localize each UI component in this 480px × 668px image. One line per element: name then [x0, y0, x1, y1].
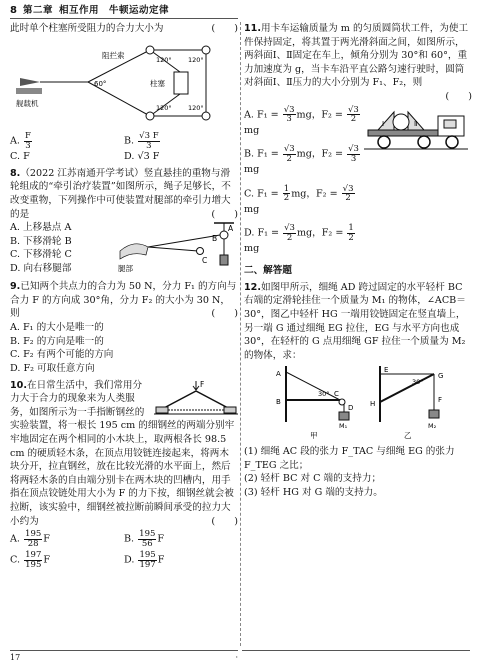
- q7-label-plane: 舰载机: [16, 98, 39, 108]
- page-number: 8: [10, 4, 17, 16]
- q10-option-c[interactable]: C. $\frac{197}{195}$ F: [10, 550, 51, 570]
- q9-option-a[interactable]: A. F₁ 的大小是唯一的: [10, 322, 104, 334]
- q12-label-m1: M₁: [339, 422, 348, 431]
- q12-label-f: F: [438, 396, 443, 405]
- right-column: [244, 22, 472, 499]
- q8-option-b[interactable]: B. 下移滑轮 B: [10, 235, 72, 247]
- q10-option-a[interactable]: A. $\frac{195}{28}$ F: [10, 529, 50, 549]
- q12-label-m2: M₂: [428, 422, 437, 431]
- q11-figure: [364, 104, 468, 164]
- q11-option-a[interactable]: A. F₁ = $\frac{√3}{3}$ mg，F₂ = $\frac{√3}{2}$ mg: [244, 104, 359, 136]
- q11-option-b[interactable]: B. F₁ = $\frac{√3}{2}$ mg，F₂ = $\frac{√3}{3}$ mg: [244, 144, 359, 176]
- q12-angle-1: 30°: [318, 390, 330, 399]
- footer-page-marker: 17: [10, 652, 21, 662]
- chapter-title: 相互作用 牛顿运动定律: [58, 5, 169, 17]
- q10-options: [10, 530, 238, 569]
- q12-angle-2: 30°: [412, 378, 424, 387]
- q12-label-c: C: [334, 390, 339, 399]
- q11-option-c[interactable]: C. F₁ = $\frac{1}{2}$ mg，F₂ = $\frac{√3}{2}$ mg: [244, 183, 354, 215]
- q7-option-b[interactable]: B. $\frac{√3 F}{3}$: [124, 131, 159, 151]
- q8-option-a[interactable]: A. 上移悬点 A: [10, 222, 72, 234]
- q12-label-g: G: [438, 372, 444, 381]
- q11-text: 用卡车运输质量为 m 的匀质圆筒状工件，为使工件保持固定，将其置于两光滑斜面之间，如图所示，两斜面Ⅰ、Ⅱ固定在车上，倾角分别为 30°和 60°，重力加速度为 g，当卡车沿平直公路匀速行驶时，圆筒对斜面Ⅰ、Ⅱ压力的大小分别为 F₁、F₂，则: [244, 23, 469, 89]
- left-column: [10, 22, 238, 569]
- question-11: [244, 22, 472, 258]
- q8-option-d[interactable]: D. 向右移腿部: [10, 263, 72, 275]
- q10-number: 10.: [10, 379, 27, 391]
- q8-text: （2022 江苏南通开学考试）竖直悬挂的重物与滑轮组成的“牵引治疗装置”如图所示，绳子足够长，不改变重物，下列操作中可使装置对腿部的牵引力增大的是: [10, 167, 231, 220]
- q9-paren: ( ): [211, 308, 238, 320]
- q12-number: 12.: [244, 281, 261, 293]
- q7-angle-120-b: 120°: [156, 103, 172, 112]
- q12-sub-3: (3) 轻杆 HG 对 G 端的支持力。: [244, 486, 383, 498]
- chapter-label: 第二章: [22, 5, 53, 17]
- q12-text: 如图甲所示，细绳 AD 跨过固定的水平轻杆 BC 右端的定滑轮挂住一个质量为 M₁ 的物体，∠ACB＝30°，图乙中轻杆 HG 一端用铰链固定在竖直墙上，另一端 G 通过细绳 EG 拉住，EG 与水平方向也成 30°，在轻杆的 G 点用细绳 GF 拉住一个质量为 M₂ 的物体，求：: [244, 281, 466, 361]
- q8-label-leg: 腿部: [118, 264, 133, 274]
- section-heading: 二、解答题: [244, 265, 292, 277]
- q9-option-c[interactable]: C. F₂ 有两个可能的方向: [10, 349, 114, 361]
- q10-figure: [154, 379, 238, 419]
- q11-option-d[interactable]: D. F₁ = $\frac{√3}{2}$ mg，F₂ = $\frac{1}{2}$ mg: [244, 223, 354, 255]
- footer-dot: ·: [235, 652, 238, 662]
- q7-options: [10, 132, 238, 164]
- q12-label-d: D: [348, 404, 354, 413]
- q7-paren: ( ): [211, 23, 238, 34]
- column-divider: [240, 22, 241, 646]
- q11-paren: ( ): [445, 91, 472, 103]
- q12-figure: [244, 362, 472, 440]
- q7-option-a[interactable]: A. $\frac{F}{3}$: [10, 131, 31, 151]
- q11-number: 11.: [244, 23, 261, 34]
- page-footer-right: [242, 650, 470, 664]
- q8-figure: [118, 221, 236, 277]
- q7-angle-120-c: 120°: [188, 55, 204, 64]
- q8-paren: ( ): [211, 208, 238, 220]
- q9-option-d[interactable]: D. F₂ 可取任意方向: [10, 362, 95, 374]
- q7-angle-120-d: 120°: [188, 103, 204, 112]
- q10-text: 在日常生活中，我们常用分力大于合力的现象来为人类服务，如图所示为一手指断钢丝的实验装置，将一根长 195 cm 的细钢丝的两端分别牢牢地固定在两个相同的小木块上，取两根各长 98.5 cm 的硬质轻木条，在顶点用铰链连接起来，将两木块分开，拉直钢丝，放在比较光滑的水平面上，然后将两轻木条的自由端分别卡在两木块的凹槽内，用手指在顶点铰链处用大小为 F 的力下按，细钢丝就会被拉断，该实验中，细钢丝被拉断前瞬间承受的拉力大小约为: [10, 379, 235, 527]
- q11-label-ii: Ⅱ: [414, 119, 418, 128]
- q7-figure: [10, 36, 238, 128]
- q7-angle-60: 60°: [94, 79, 107, 88]
- question-7: [10, 22, 238, 164]
- q12-label-e: E: [384, 366, 389, 375]
- q12-label-a: A: [276, 370, 281, 379]
- q8-option-c[interactable]: C. 下移滑轮 C: [10, 249, 72, 261]
- question-10: [10, 379, 238, 570]
- q8-number: 8.: [10, 167, 21, 179]
- page-header: [10, 4, 238, 19]
- q10-option-b[interactable]: B. $\frac{195}{56}$ F: [124, 529, 165, 549]
- q12-sub-1: (1) 细绳 AC 段的张力 F_TAC 与细绳 EG 的张力 F_TEG 之比；: [244, 445, 455, 471]
- page-footer-left: [10, 650, 238, 664]
- q12-caption-b: 乙: [404, 431, 412, 441]
- q10-label-f: F: [200, 379, 205, 389]
- q7-option-c[interactable]: C. F: [10, 151, 30, 163]
- question-12: [244, 281, 472, 500]
- q12-label-b: B: [276, 398, 281, 407]
- question-8: [10, 167, 238, 277]
- q9-option-b[interactable]: B. F₂ 的方向是唯一的: [10, 335, 104, 347]
- q7-text: 此时单个柱塞所受阻力的合力大小为: [10, 23, 164, 34]
- question-9: [10, 280, 238, 375]
- q10-paren: ( ): [211, 515, 238, 527]
- q11-label-i: Ⅰ: [382, 119, 385, 128]
- q8-label-c: C: [202, 256, 208, 266]
- q8-label-b: B: [212, 234, 218, 244]
- q10-option-d[interactable]: D. $\frac{195}{197}$ F: [124, 550, 165, 570]
- q12-caption-a: 甲: [310, 431, 318, 441]
- q9-text: 已知两个共点力的合力为 50 N，分力 F₁ 的方向与合力 F 的方向成 30°角，分力 F₂ 的大小为 30 N，则: [10, 281, 237, 320]
- q7-option-d[interactable]: D. √3 F: [124, 151, 160, 163]
- q7-label-cable: 阻拦索: [102, 50, 125, 60]
- q9-number: 9.: [10, 281, 21, 293]
- q7-angle-120-a: 120°: [156, 55, 172, 64]
- q12-sub-2: (2) 轻杆 BC 对 C 端的支持力；: [244, 473, 382, 485]
- q7-label-plunger: 柱塞: [150, 78, 165, 88]
- q12-label-h: H: [370, 400, 376, 409]
- q8-label-a: A: [228, 224, 234, 234]
